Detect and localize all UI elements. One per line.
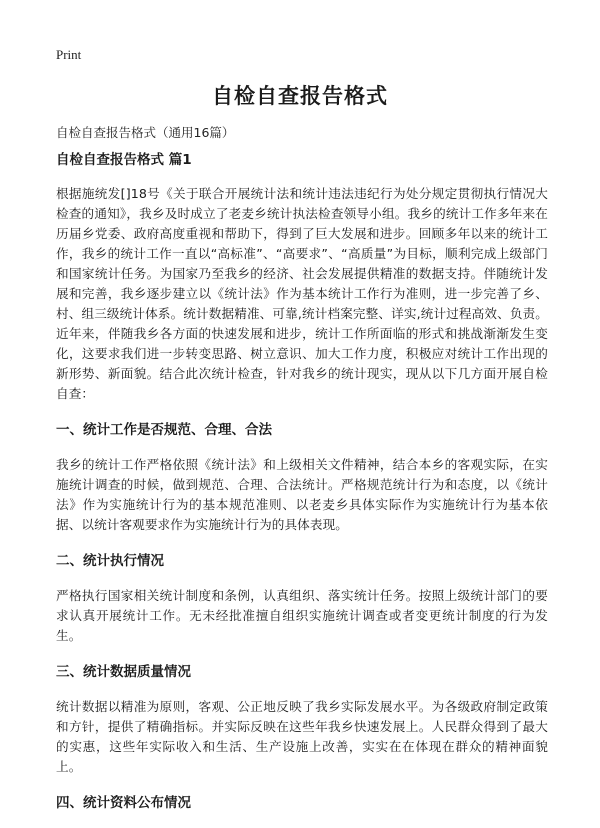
print-link[interactable]: Print — [56, 47, 82, 62]
section-heading-4: 四、统计资料公布情况 — [56, 795, 191, 811]
section-heading-1: 一、统计工作是否规范、合理、合法 — [56, 422, 272, 438]
intro-paragraph: 根据施统发[]18号《关于联合开展统计法和统计违法违纪行为处分规定贯彻执行情况大检查的通知》，我乡及时成立了老麦乡统计执法检查领导小组。我乡的统计工作多年来在历届乡党委、政府高度重视和帮助下，得到了巨大发展和进步。回顾多年以来的统计工作，我乡的统计工作一直以“高标准”、“高要求”、“高质量”为目标，顺利完成上级部门和国家统计任务。为国家乃至我乡的经济、社会发展提供精准的数据支持。伴随统计发展和完善，我乡逐步建立以《统计法》作为基本统计工作行为准则，进一步完善了乡、村、组三级统计体系。统计数据精准、可靠,统计档案完整、详实,统计过程高效、负责。近年来，伴随我乡各方面的快速发展和进步，统计工作所面临的形式和挑战渐渐发生变化，这要求我们进一步转变思路、树立意识、加大工作力度，积极应对统计工作出现的新形势、新面貌。结合此次统计检查，针对我乡的统计现实，现从以下几方面开展自检自查： — [56, 186, 548, 401]
section-body-2: 严格执行国家相关统计制度和条例，认真组织、落实统计任务。按照上级统计部门的要求认真开展统计工作。无未经批准擅自组织实施统计调查或者变更统计制度的行为发生。 — [56, 588, 548, 643]
section-body-1: 我乡的统计工作严格依照《统计法》和上级相关文件精神，结合本乡的客观实际，在实施统计调查的时候，做到规范、合理、合法统计。严格规范统计行为和态度，以《统计法》作为实施统计行为的基本规范准则、以老麦乡具体实际作为实施统计行为基本依据、以统计客观要求作为实施统计行为的具体表现。 — [56, 457, 548, 532]
document-subtitle: 自检自查报告格式（通用16篇） — [56, 125, 235, 140]
section-heading-2: 二、统计执行情况 — [56, 553, 164, 569]
document-body — [56, 151, 548, 812]
article-title: 自检自查报告格式 篇1 — [56, 152, 192, 168]
page-title: 自检自查报告格式 — [212, 84, 388, 108]
section-heading-3: 三、统计数据质量情况 — [56, 664, 191, 680]
section-body-3: 统计数据以精准为原则，客观、公正地反映了我乡实际发展水平。为各级政府制定政策和方针，提供了精确指标。并实际反映在这些年我乡快速发展上。人民群众得到了最大的实惠，这些年实际收入和生活、生产设施上改善，实实在在体现在群众的精神面貌上。 — [56, 699, 548, 774]
